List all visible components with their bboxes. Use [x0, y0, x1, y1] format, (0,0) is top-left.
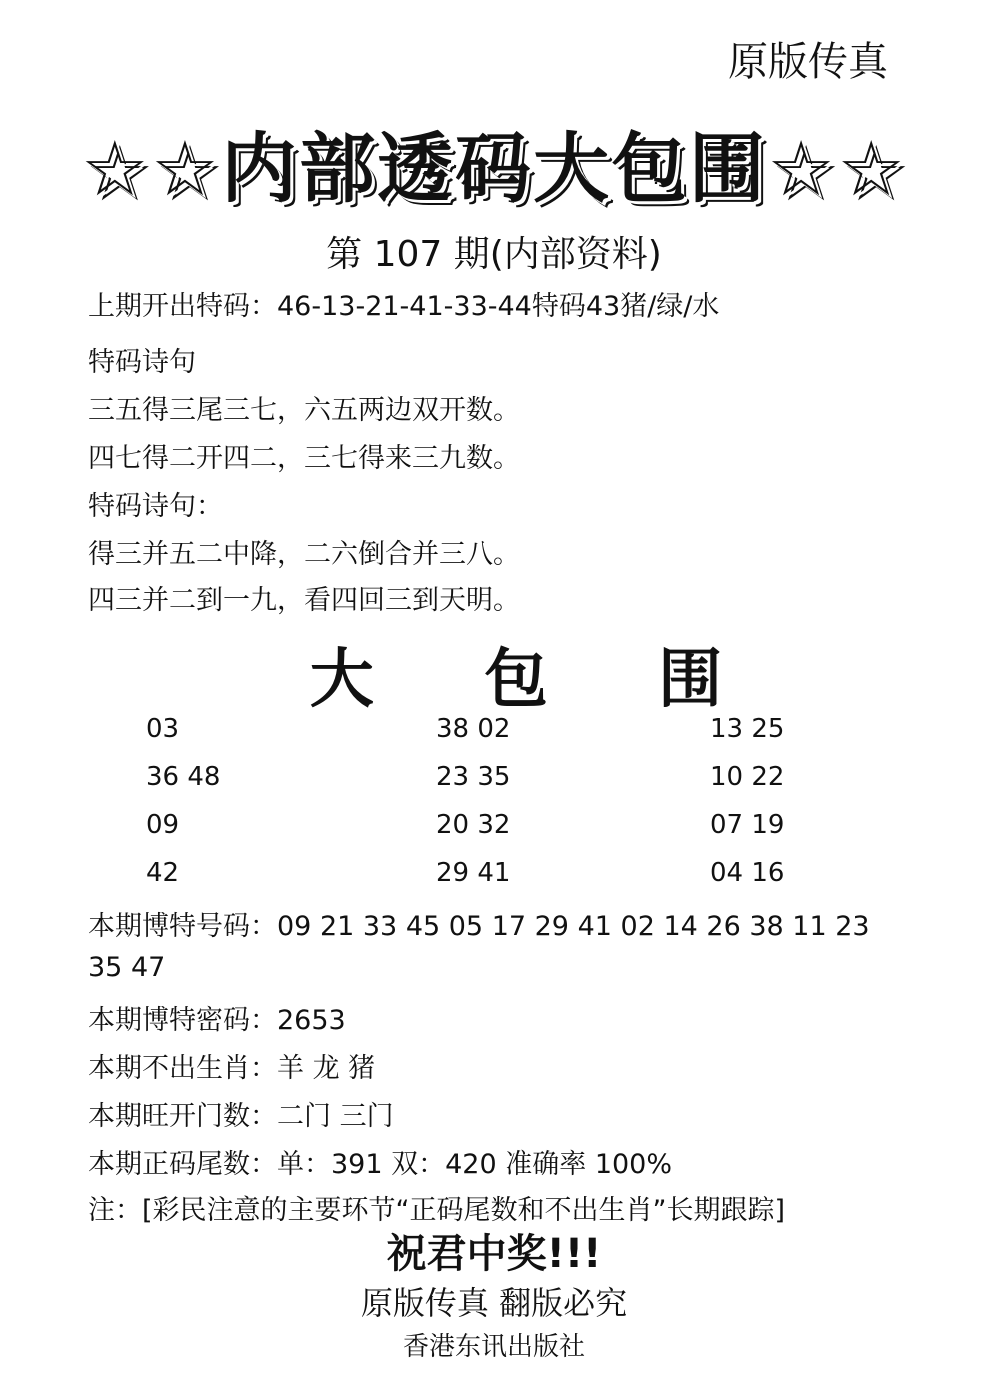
doors-label: 本期旺开门数：	[88, 1101, 277, 1132]
zodiac-value: 羊 龙 猪	[277, 1053, 376, 1084]
grid-cell: 36 48	[146, 762, 221, 792]
grid-cell: 13 25	[710, 714, 785, 744]
grid-cell: 42	[146, 858, 180, 888]
secret-code-value: 2653	[277, 1005, 346, 1036]
doors-row	[88, 1094, 394, 1133]
section-title: 大 包 围	[309, 643, 767, 717]
special-numbers-label: 本期博特号码：	[88, 911, 277, 942]
poem-line: 四三并二到一九，看四回三到天明。	[88, 585, 520, 616]
poem-heading: 特码诗句	[88, 347, 196, 378]
special-numbers-value: 09 21 33 45 05 17 29 41 02 14 26 38 11 23	[277, 911, 870, 942]
issue-number: 第 107 期(内部资料)	[326, 234, 662, 275]
poem-line: 三五得三尾三七，六五两边双开数。	[88, 395, 520, 426]
grid-cell: 04 16	[710, 858, 785, 888]
poem-line: 四七得二开四二，三七得来三九数。	[88, 443, 520, 474]
publisher-text: 香港东讯出版社	[402, 1332, 585, 1362]
wish-text: 祝君中奖!!!	[386, 1231, 602, 1277]
zodiac-row	[88, 1046, 375, 1085]
main-title: ☆☆内部透码大包围☆☆	[80, 124, 908, 213]
grid-cell: 10 22	[710, 762, 785, 792]
note-line: 注：[彩民注意的主要环节“正码尾数和不出生肖”长期跟踪]	[88, 1195, 786, 1226]
grid-cell: 23 35	[436, 762, 511, 792]
tail-value: 单：391 双：420 准确率 100%	[277, 1149, 673, 1180]
grid-cell: 29 41	[436, 858, 511, 888]
poem-heading: 特码诗句：	[88, 491, 223, 522]
grid-cell: 20 32	[436, 810, 511, 840]
grid-cell: 38 02	[436, 714, 511, 744]
secret-code-row	[88, 998, 346, 1037]
secret-code-label: 本期博特密码：	[88, 1005, 277, 1036]
tagline: 原版传真	[728, 39, 888, 85]
zodiac-label: 本期不出生肖：	[88, 1053, 277, 1084]
tail-row	[88, 1142, 672, 1181]
copyright-text: 原版传真 翻版必究	[360, 1284, 628, 1322]
special-numbers-continued: 35 47	[88, 952, 166, 983]
grid-cell: 07 19	[710, 810, 785, 840]
poem-line: 得三并五二中降，二六倒合并三八。	[88, 539, 520, 570]
special-numbers-row	[88, 904, 870, 943]
doors-value: 二门 三门	[277, 1101, 394, 1132]
grid-cell: 03	[146, 714, 180, 744]
last-draw-line: 上期开出特码：46-13-21-41-33-44特码43猪/绿/水	[88, 291, 720, 322]
grid-cell: 09	[146, 810, 180, 840]
tail-label: 本期正码尾数：	[88, 1149, 277, 1180]
